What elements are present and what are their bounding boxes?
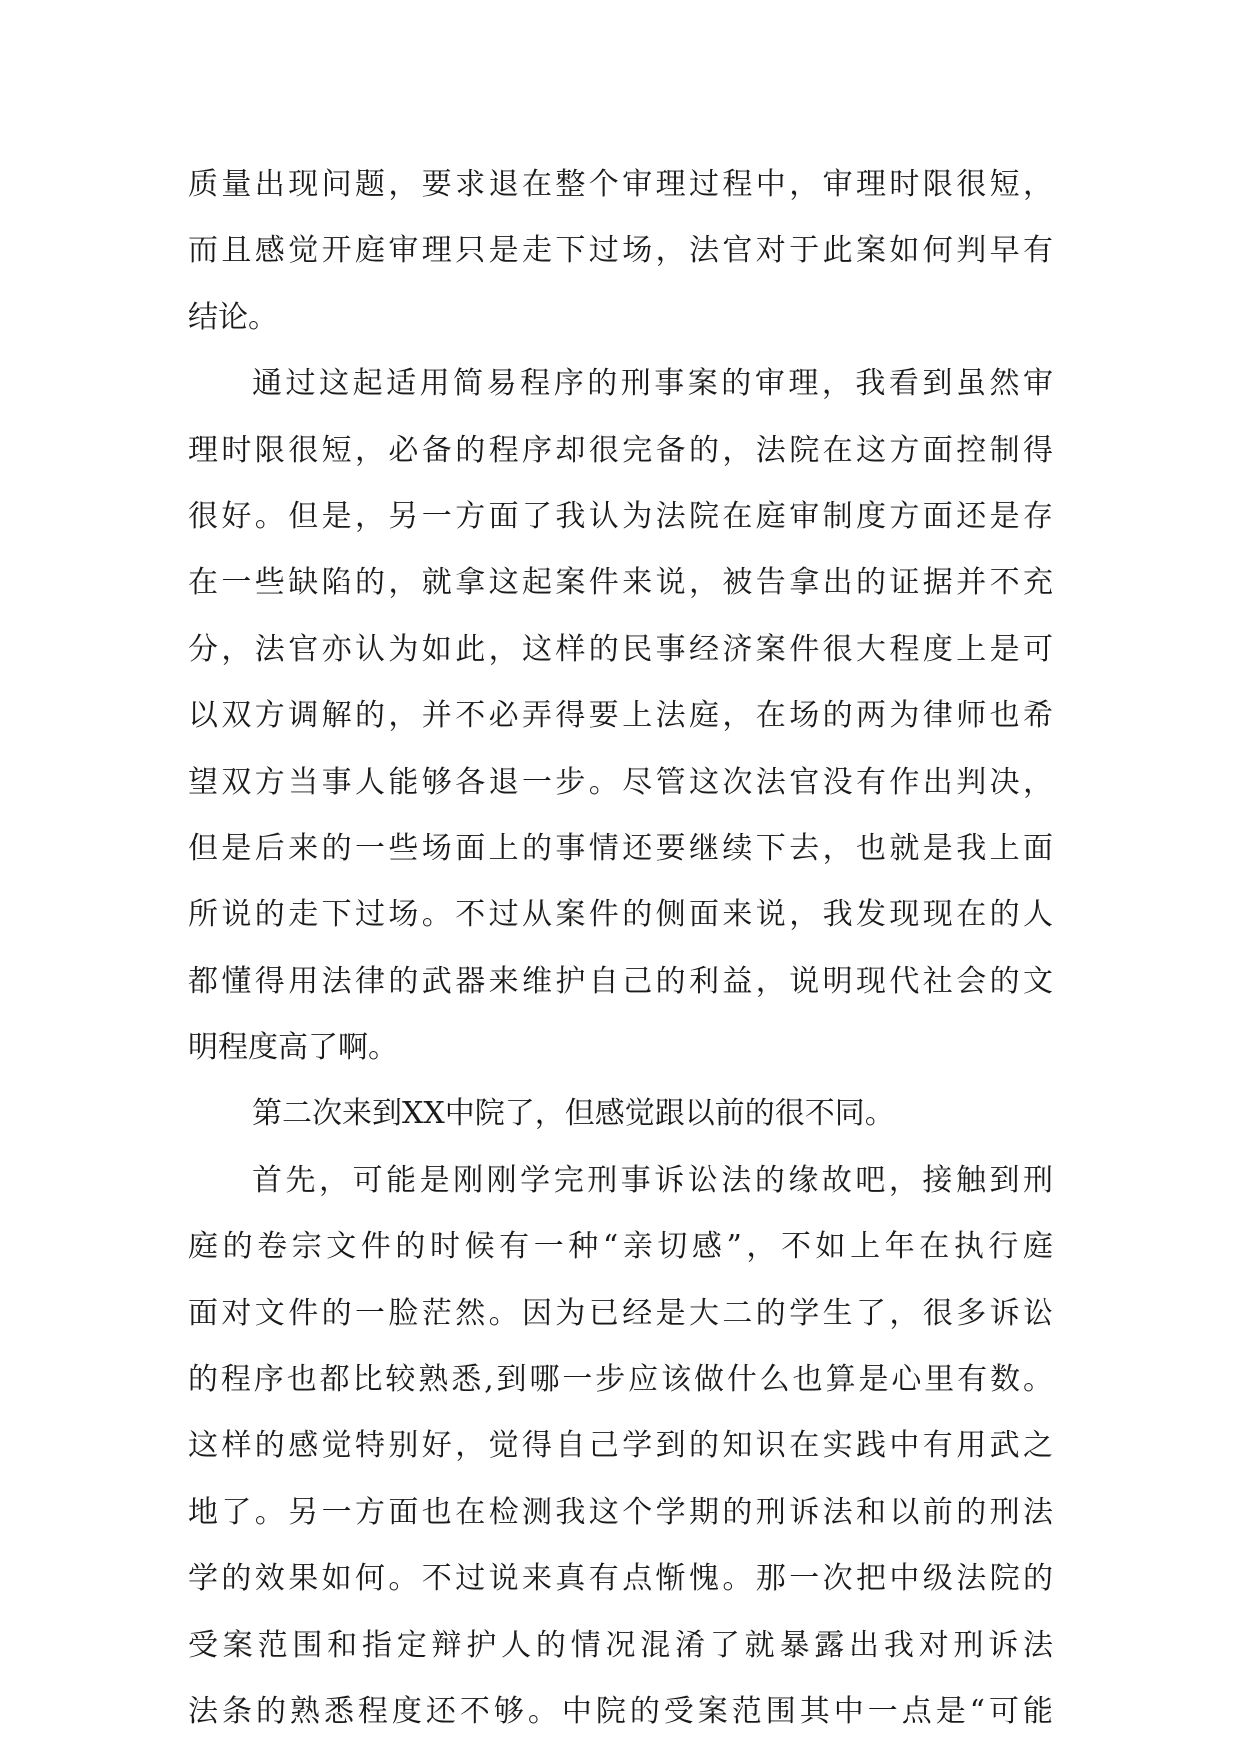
- text-line: 很好。但是，另一方面了我认为法院在庭审制度方面还是存: [188, 498, 1053, 534]
- text-line: 结论。: [188, 299, 278, 335]
- text-line: 分，法官亦认为如此，这样的民事经济案件很大程度上是可: [188, 631, 1053, 667]
- text-line: 理时限很短，必备的程序却很完备的，法院在这方面控制得: [188, 432, 1053, 468]
- paragraph-first-line: 通过这起适用简易程序的刑事案的审理，我看到虽然审: [252, 366, 1053, 402]
- paragraph-first-line: 第二次来到XX中院了，但感觉跟以前的很不同。: [252, 1096, 895, 1132]
- text-line: 以双方调解的，并不必弄得要上法庭，在场的两为律师也希: [188, 698, 1053, 734]
- text-line: 面对文件的一脸茫然。因为已经是大二的学生了，很多诉讼: [188, 1295, 1053, 1331]
- paragraph-first-line: 首先，可能是刚刚学完刑事诉讼法的缘故吧，接触到刑: [252, 1162, 1053, 1198]
- text-line: 的程序也都比较熟悉,到哪一步应该做什么也算是心里有数。: [188, 1362, 1053, 1398]
- text-line: 都懂得用法律的武器来维护自己的利益，说明现代社会的文: [188, 963, 1053, 999]
- text-line: 质量出现问题，要求退在整个审理过程中，审理时限很短，: [188, 167, 1053, 202]
- text-line: 但是后来的一些场面上的事情还要继续下去，也就是我上面: [188, 830, 1053, 866]
- text-line: 学的效果如何。不过说来真有点惭愧。那一次把中级法院的: [188, 1561, 1053, 1597]
- text-line: 而且感觉开庭审理只是走下过场，法官对于此案如何判早有: [188, 233, 1053, 269]
- text-line: 望双方当事人能够各退一步。尽管这次法官没有作出判决，: [188, 764, 1053, 800]
- text-line: 这样的感觉特别好，觉得自己学到的知识在实践中有用武之: [188, 1428, 1053, 1464]
- text-line: 明程度高了啊。: [188, 1030, 398, 1066]
- text-line: 受案范围和指定辩护人的情况混淆了就暴露出我对刑诉法: [188, 1627, 1053, 1663]
- text-line: 在一些缺陷的，就拿这起案件来说，被告拿出的证据并不充: [188, 565, 1053, 601]
- text-line: 庭的卷宗文件的时候有一种“亲切感”，不如上年在执行庭: [188, 1229, 1053, 1265]
- text-line: 所说的走下过场。不过从案件的侧面来说，我发现现在的人: [188, 897, 1053, 933]
- body-text: [188, 152, 1053, 1745]
- text-line: 法条的熟悉程度还不够。中院的受案范围其中一点是“可能: [188, 1693, 1053, 1729]
- text-line: 地了。另一方面也在检测我这个学期的刑诉法和以前的刑法: [188, 1494, 1053, 1530]
